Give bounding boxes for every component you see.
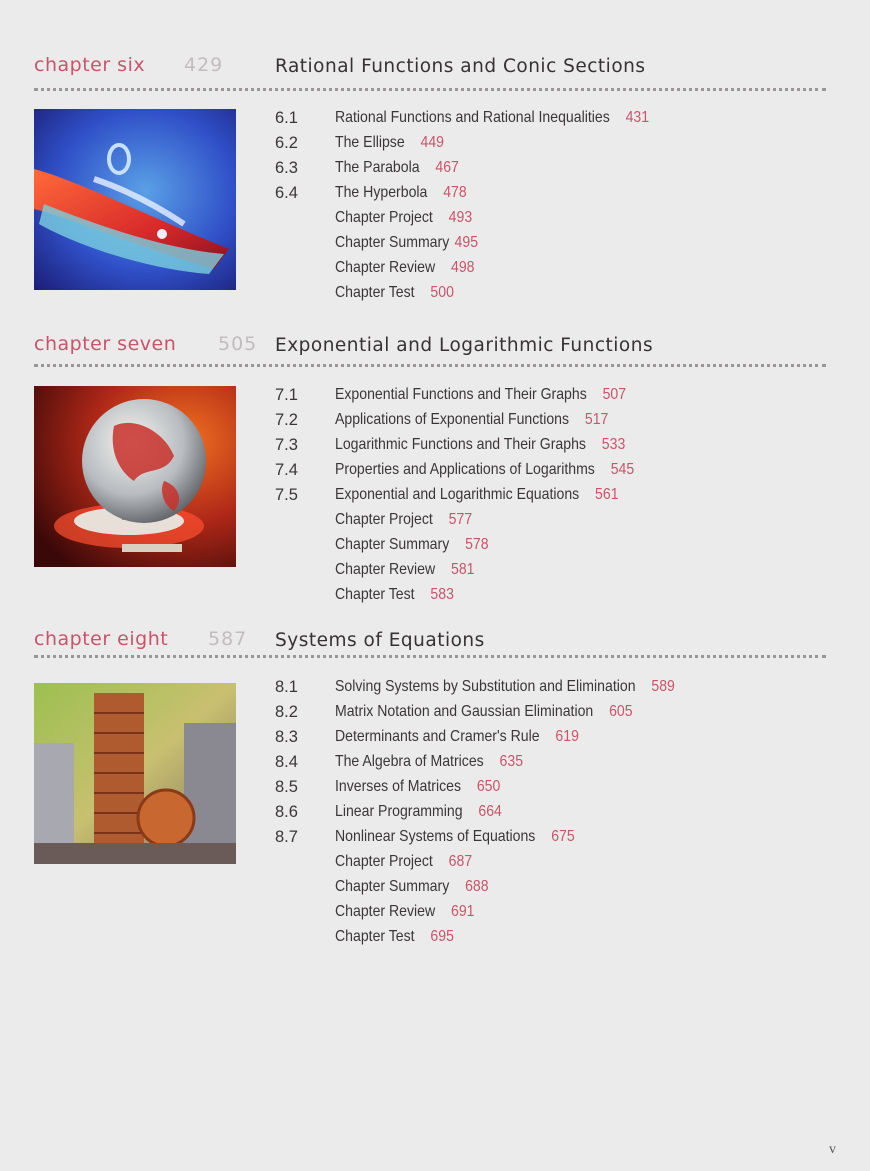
toc-entry[interactable] <box>275 386 835 411</box>
section-page: 635 <box>499 753 524 770</box>
chapter-label: chapter seven <box>34 333 177 355</box>
section-number: 7.1 <box>275 386 298 404</box>
toc-entry[interactable] <box>275 184 835 209</box>
section-page: 695 <box>430 928 454 945</box>
chapter-header <box>34 54 834 84</box>
section-title: Chapter Review <box>335 903 436 920</box>
chapter-header <box>34 333 834 363</box>
chapter-start-page: 429 <box>184 54 224 76</box>
chapter-photo-coins <box>34 683 236 864</box>
toc-entry[interactable] <box>275 803 835 828</box>
toc-entry[interactable] <box>275 878 835 903</box>
toc-entry[interactable] <box>275 778 835 803</box>
section-page: 687 <box>448 853 473 870</box>
section-page: 583 <box>430 586 454 603</box>
dotted-divider <box>34 88 826 91</box>
section-number: 7.5 <box>275 486 298 504</box>
toc-entry[interactable] <box>275 284 835 309</box>
section-title: Exponential Functions and Their Graphs <box>335 386 587 403</box>
section-page: 517 <box>584 411 609 428</box>
toc-entry[interactable] <box>275 436 835 461</box>
toc-entry[interactable] <box>275 411 835 436</box>
dotted-divider <box>34 364 826 367</box>
section-title: Determinants and Cramer's Rule <box>335 728 540 745</box>
toc-entry[interactable] <box>275 753 835 778</box>
section-page: 650 <box>476 778 501 795</box>
section-number: 8.3 <box>275 728 298 746</box>
section-page: 507 <box>602 386 627 403</box>
chapter-title: Rational Functions and Conic Sections <box>275 56 646 77</box>
toc-entry[interactable] <box>275 259 835 284</box>
section-page: 478 <box>443 184 467 201</box>
chapter-photo-globe <box>34 386 236 567</box>
section-page: 664 <box>478 803 502 820</box>
toc-entry[interactable] <box>275 461 835 486</box>
section-page: 605 <box>609 703 633 720</box>
section-title: Applications of Exponential Functions <box>335 411 570 428</box>
toc-entry[interactable] <box>275 536 835 561</box>
section-title: The Algebra of Matrices <box>335 753 484 770</box>
section-page: 493 <box>448 209 473 226</box>
section-title: Chapter Project <box>335 209 433 226</box>
toc-entry[interactable] <box>275 828 835 853</box>
toc-entry[interactable] <box>275 703 835 728</box>
section-title: Linear Programming <box>335 803 463 820</box>
section-title: Chapter Test <box>335 284 415 301</box>
section-title: Chapter Project <box>335 511 433 528</box>
section-number: 8.1 <box>275 678 298 696</box>
section-title: Exponential and Logarithmic Equations <box>335 486 580 503</box>
section-title: Solving Systems by Substitution and Elimination <box>335 678 636 695</box>
section-number: 7.4 <box>275 461 298 479</box>
section-page: 691 <box>451 903 475 920</box>
section-page: 589 <box>651 678 675 695</box>
section-page: 431 <box>625 109 650 126</box>
chapter-six-contents <box>275 109 835 309</box>
section-title: Chapter Summary <box>335 536 450 553</box>
chapter-header <box>34 628 834 658</box>
section-number: 6.2 <box>275 134 298 152</box>
toc-entry[interactable] <box>275 853 835 878</box>
section-title: Chapter Summary <box>335 234 450 251</box>
toc-entry[interactable] <box>275 109 835 134</box>
section-number: 7.3 <box>275 436 298 454</box>
section-title: Chapter Test <box>335 928 415 945</box>
toc-entry[interactable] <box>275 586 835 611</box>
section-title: Chapter Summary <box>335 878 450 895</box>
section-title: The Parabola <box>335 159 420 176</box>
dotted-divider <box>34 655 826 658</box>
section-title: Chapter Test <box>335 586 415 603</box>
section-title: Logarithmic Functions and Their Graphs <box>335 436 586 453</box>
toc-entry[interactable] <box>275 928 835 953</box>
toc-entry[interactable] <box>275 678 835 703</box>
section-page: 495 <box>454 234 479 251</box>
section-page: 545 <box>610 461 635 478</box>
section-number: 8.4 <box>275 753 298 771</box>
section-page: 688 <box>465 878 489 895</box>
section-page: 577 <box>448 511 473 528</box>
section-title: Rational Functions and Rational Inequalities <box>335 109 610 126</box>
section-number: 7.2 <box>275 411 298 429</box>
chapter-start-page: 505 <box>218 333 258 355</box>
toc-entry[interactable] <box>275 561 835 586</box>
chapter-eight-contents <box>275 678 835 953</box>
section-number: 6.4 <box>275 184 298 202</box>
section-page: 561 <box>595 486 619 503</box>
section-number: 6.3 <box>275 159 298 177</box>
section-page: 675 <box>551 828 575 845</box>
toc-entry[interactable] <box>275 209 835 234</box>
chapter-title: Exponential and Logarithmic Functions <box>275 335 654 356</box>
toc-entry[interactable] <box>275 159 835 184</box>
page-number: v <box>829 1142 836 1157</box>
section-title: Nonlinear Systems of Equations <box>335 828 536 845</box>
section-number: 8.5 <box>275 778 298 796</box>
toc-entry[interactable] <box>275 511 835 536</box>
chapter-label: chapter eight <box>34 628 169 650</box>
toc-entry[interactable] <box>275 134 835 159</box>
section-title: The Hyperbola <box>335 184 428 201</box>
chapter-title: Systems of Equations <box>275 630 485 651</box>
chapter-label: chapter six <box>34 54 146 76</box>
section-page: 498 <box>451 259 475 276</box>
section-title: Matrix Notation and Gaussian Elimination <box>335 703 594 720</box>
section-page: 533 <box>601 436 626 453</box>
toc-entry[interactable] <box>275 728 835 753</box>
section-title: Chapter Review <box>335 259 436 276</box>
section-title: Properties and Applications of Logarithms <box>335 461 595 478</box>
section-title: Chapter Project <box>335 853 433 870</box>
section-title: The Ellipse <box>335 134 405 151</box>
toc-entry[interactable] <box>275 903 835 928</box>
section-title: Inverses of Matrices <box>335 778 461 795</box>
section-page: 581 <box>451 561 475 578</box>
section-page: 500 <box>430 284 454 301</box>
section-page: 578 <box>465 536 489 553</box>
chapter-seven-contents <box>275 386 835 611</box>
section-page: 467 <box>435 159 459 176</box>
section-number: 8.6 <box>275 803 298 821</box>
section-number: 6.1 <box>275 109 298 127</box>
toc-entry[interactable] <box>275 486 835 511</box>
chapter-photo-speedboat <box>34 109 236 290</box>
section-number: 8.7 <box>275 828 298 846</box>
chapter-start-page: 587 <box>208 628 248 650</box>
section-number: 8.2 <box>275 703 298 721</box>
section-page: 449 <box>420 134 444 151</box>
section-title: Chapter Review <box>335 561 436 578</box>
toc-entry[interactable] <box>275 234 835 259</box>
section-page: 619 <box>555 728 579 745</box>
